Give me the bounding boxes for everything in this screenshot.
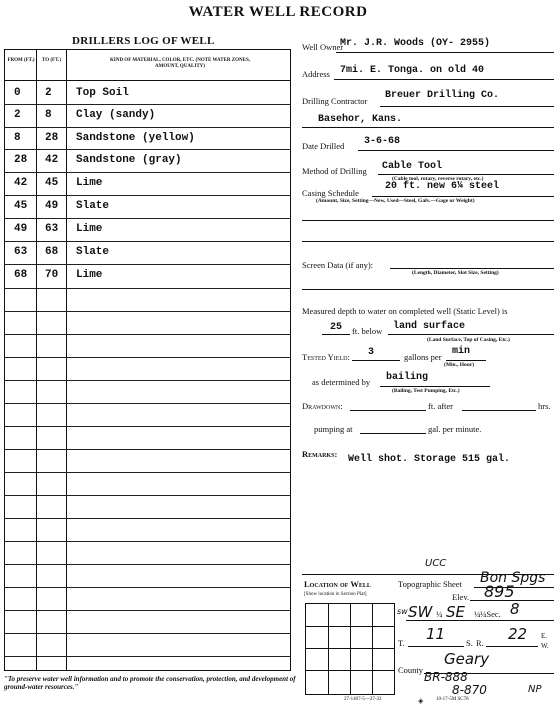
r-value: 22: [508, 625, 528, 643]
log-row-line: [4, 403, 291, 404]
casing-line: [372, 196, 554, 197]
w-label: W.: [541, 642, 549, 650]
r-label: R.: [476, 638, 484, 648]
casing-value: 20 ft. new 6¼ steel: [385, 181, 500, 192]
location-label: Location of Well: [304, 579, 371, 589]
static-ref-line: [388, 334, 554, 335]
pumping-label: pumping at: [314, 424, 353, 434]
note-br: BR-888: [424, 670, 468, 684]
log-row-line: [4, 541, 291, 542]
contractor-line-2: [302, 127, 554, 128]
log-to-cell: 2: [45, 87, 52, 99]
header-divider: [4, 80, 291, 81]
r-line: [486, 646, 538, 647]
log-material-cell: Lime: [76, 223, 103, 235]
contractor-label: Drilling Contractor: [302, 96, 368, 106]
t-line: [408, 646, 464, 647]
owner-label: Well Owner: [302, 42, 344, 52]
date-label: Date Drilled: [302, 141, 345, 151]
static-hint: (Land Surface, Top of Casing, Etc.): [427, 337, 510, 343]
log-material-cell: Lime: [76, 269, 103, 281]
t-value: 11: [426, 625, 446, 643]
location-hint: [Show location in Section Plat]: [304, 592, 367, 597]
log-material-cell: Sandstone (gray): [76, 154, 182, 166]
log-row-line: [4, 495, 291, 496]
casing-hint: (Amount, Size, Setting—New, Used—Steel, Galv.—Gage or Weight): [316, 198, 475, 204]
log-row-line: [4, 264, 291, 265]
quarter-line: [406, 620, 554, 621]
log-from-cell: 0: [14, 87, 21, 99]
static-ref: land surface: [393, 321, 466, 332]
yield-label: Tested Yield:: [302, 352, 350, 362]
log-row-line: [4, 564, 291, 565]
remarks-label: Remarks:: [302, 449, 338, 459]
log-from-cell: 2: [14, 109, 21, 121]
log-row-line: [4, 288, 291, 289]
log-row-line: [4, 127, 291, 128]
log-row-line: [4, 241, 291, 242]
determined-hint: (Bailing, Test Pumping, Etc.): [392, 388, 460, 394]
drawdown-hrs: hrs.: [538, 401, 551, 411]
topo-label: Topographic Sheet: [398, 579, 462, 589]
yield-line: [352, 360, 400, 361]
method-line: [378, 174, 554, 175]
log-row-line: [4, 449, 291, 450]
log-row-line: [4, 472, 291, 473]
form-code-2: 10-17-5M SC78: [436, 697, 469, 702]
drawdown-line: [350, 410, 426, 411]
col-header-material: KIND OF MATERIAL, COLOR, ETC. (NOTE WATER ZONES, AMOUNT, QUALITY): [110, 58, 250, 69]
log-to-cell: 45: [45, 177, 59, 189]
note-np: NP: [528, 684, 542, 695]
log-row-line: [4, 426, 291, 427]
owner-line: [336, 52, 554, 53]
static-ft-below: ft. below: [352, 326, 383, 336]
log-material-cell: Slate: [76, 246, 110, 258]
t-label: T.: [398, 638, 405, 648]
quarter-mark-1: ¼: [436, 609, 443, 619]
method-value: Cable Tool: [382, 161, 443, 172]
elev-label: Elev.: [452, 592, 470, 602]
contractor-value: Breuer Drilling Co.: [385, 90, 500, 101]
log-row-line: [4, 610, 291, 611]
log-material-cell: Top Soil: [76, 87, 129, 99]
stamp-ucc: UCC: [425, 558, 447, 569]
col-divider-from: [36, 49, 37, 671]
log-row-line: [4, 518, 291, 519]
log-to-cell: 8: [45, 109, 52, 121]
log-row-line: [4, 172, 291, 173]
section-plat-grid: [305, 603, 395, 695]
remarks-value: Well shot. Storage 515 gal.: [348, 454, 511, 465]
printer-logo-icon: ◈: [418, 697, 424, 705]
log-from-cell: 68: [14, 269, 28, 281]
drawdown-ft-after: ft. after: [428, 401, 454, 411]
note-number: 8-870: [452, 683, 487, 697]
quarter-prefix: sw: [397, 607, 408, 616]
log-row-line: [4, 633, 291, 634]
address-line: [334, 79, 554, 80]
log-row-line: [4, 656, 291, 657]
quarter-mark-2: ¼: [474, 609, 481, 619]
yield-gpm: gallons per: [404, 352, 442, 362]
date-line: [358, 150, 554, 151]
sec-value: 8: [510, 600, 520, 618]
method-label: Method of Drilling: [302, 166, 367, 176]
drawdown-hrs-line: [462, 410, 536, 411]
col-divider-to: [66, 49, 67, 671]
screen-line: [390, 268, 554, 269]
casing-blank-line-2: [302, 241, 554, 242]
s-label: S.: [466, 638, 473, 648]
yield-hint: (Min., Hour): [444, 362, 475, 368]
log-material-cell: Clay (sandy): [76, 109, 156, 121]
e-label: E.: [541, 632, 548, 640]
determined-label: as determined by: [312, 377, 371, 387]
footnote: "To preserve water well information and to promote the conservation, protection, and development of ground-water resources.": [4, 675, 296, 691]
form-code-1: 27-1407-5—27-32: [344, 697, 382, 702]
log-row-line: [4, 334, 291, 335]
log-row-line: [4, 311, 291, 312]
method-hint: (Cable tool, rotary, reverse rotary, etc.): [392, 176, 484, 182]
contractor-city: Basehor, Kans.: [318, 114, 403, 125]
log-row-line: [4, 149, 291, 150]
log-row-line: [4, 380, 291, 381]
address-label: Address: [302, 69, 330, 79]
log-row-line: [4, 104, 291, 105]
log-row-line: [4, 218, 291, 219]
log-to-cell: 49: [45, 200, 59, 212]
screen-label: Screen Data (if any):: [302, 260, 374, 270]
date-value: 3-6-68: [364, 136, 401, 147]
log-from-cell: 63: [14, 246, 28, 258]
quarter-value-1: SW: [408, 603, 433, 621]
log-from-cell: 45: [14, 200, 28, 212]
log-to-cell: 42: [45, 154, 59, 166]
contractor-line: [380, 106, 554, 107]
topo-value: Bon Spgs: [480, 570, 546, 586]
address-value: 7mi. E. Tonga. on old 40: [340, 65, 485, 76]
screen-hint: (Length, Diameter, Slot Size, Setting): [412, 270, 499, 276]
determined-value: bailing: [386, 372, 429, 383]
owner-value: Mr. J.R. Woods (OY- 2955): [340, 38, 491, 49]
screen-blank-line: [302, 289, 554, 290]
static-label: Measured depth to water on completed well (Static Level) is: [302, 306, 508, 316]
pumping-rate: gal. per minute.: [428, 424, 482, 434]
log-to-cell: 68: [45, 246, 59, 258]
log-row-line: [4, 587, 291, 588]
county-value: Geary: [444, 650, 490, 668]
yield-unit-line: [446, 360, 486, 361]
determined-line: [380, 386, 490, 387]
col-header-from: FROM (FT.): [7, 58, 35, 63]
log-from-cell: 42: [14, 177, 28, 189]
quarter-value-2: SE: [446, 603, 465, 621]
sec-label: ¼Sec.: [480, 609, 501, 619]
yield-unit: min: [452, 346, 471, 357]
casing-label: Casing Schedule: [302, 188, 359, 198]
elev-value: 895: [484, 582, 515, 601]
yield-value: 3: [368, 347, 375, 358]
col-header-to: TO (FT.): [42, 58, 61, 63]
log-from-cell: 8: [14, 132, 21, 144]
log-to-cell: 70: [45, 269, 59, 281]
static-depth-line: [322, 334, 350, 335]
static-depth: 25: [330, 322, 343, 333]
log-material-cell: Sandstone (yellow): [76, 132, 195, 144]
log-material-cell: Lime: [76, 177, 103, 189]
form-title: WATER WELL RECORD: [188, 4, 368, 20]
log-row-line: [4, 195, 291, 196]
casing-blank-line-1: [302, 220, 554, 221]
log-to-cell: 63: [45, 223, 59, 235]
log-from-cell: 49: [14, 223, 28, 235]
drawdown-label: Drawdown:: [302, 401, 343, 411]
pumping-line: [360, 433, 426, 434]
log-row-line: [4, 357, 291, 358]
log-material-cell: Slate: [76, 200, 110, 212]
log-title: DRILLERS LOG OF WELL: [72, 35, 215, 47]
log-from-cell: 28: [14, 154, 28, 166]
log-to-cell: 28: [45, 132, 59, 144]
county-label: County: [398, 665, 424, 675]
